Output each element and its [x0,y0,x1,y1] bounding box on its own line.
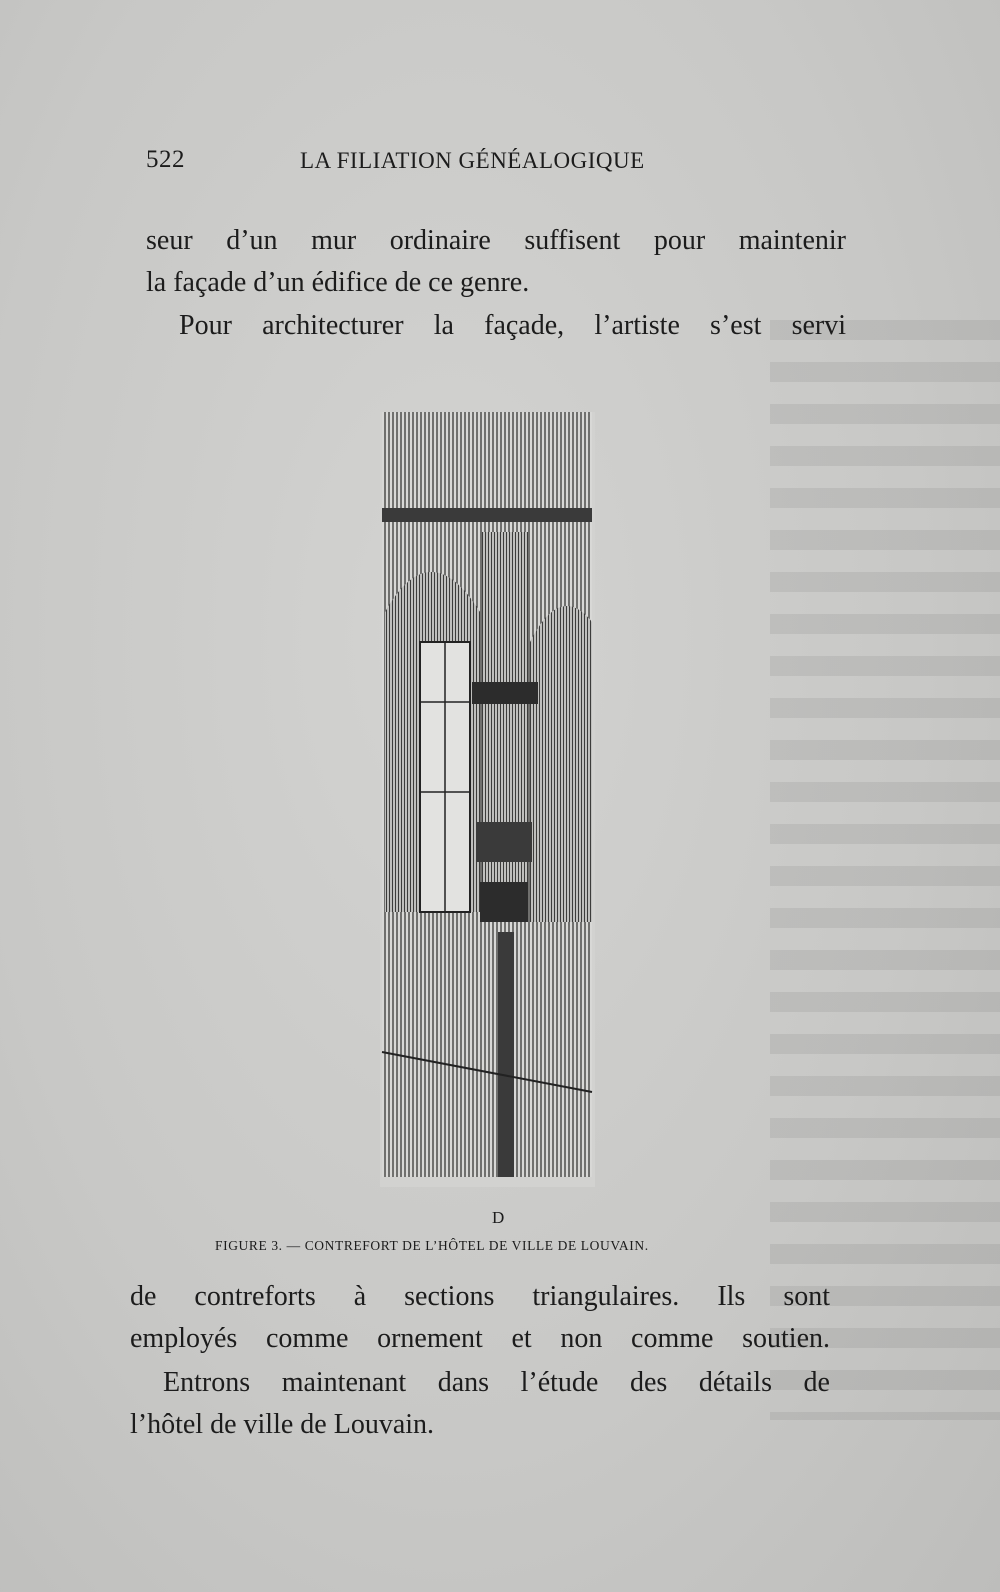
buttress-engraving [380,412,595,1187]
paragraph-bottom-2 [130,1362,830,1446]
paragraph-top [146,220,846,304]
text-line: de contreforts à sections triangulaires. Ils sont [130,1281,830,1312]
paragraph-top-2 [146,305,846,347]
page-number: 522 [146,146,185,173]
paragraph-bottom [130,1276,830,1360]
text-line: seur d’un mur ordinaire suffisent pour maintenir [146,225,846,256]
running-title: LA FILIATION GÉNÉALOGIQUE [300,148,645,173]
show-through-text [770,320,1000,1420]
text-line: la façade d’un édifice de ce genre. [146,267,530,298]
text-line: Entrons maintenant dans l’étude des détails de [163,1367,830,1398]
figure-letter: D [492,1208,505,1227]
text-line: employés comme ornement et non comme soutien. [130,1323,830,1354]
figure-caption: FIGURE 3. — CONTREFORT DE L’HÔTEL DE VILLE DE LOUVAIN. [215,1238,649,1253]
text-line: Pour architecturer la façade, l’artiste s’est servi [179,310,846,341]
text-line: l’hôtel de ville de Louvain. [130,1409,435,1440]
